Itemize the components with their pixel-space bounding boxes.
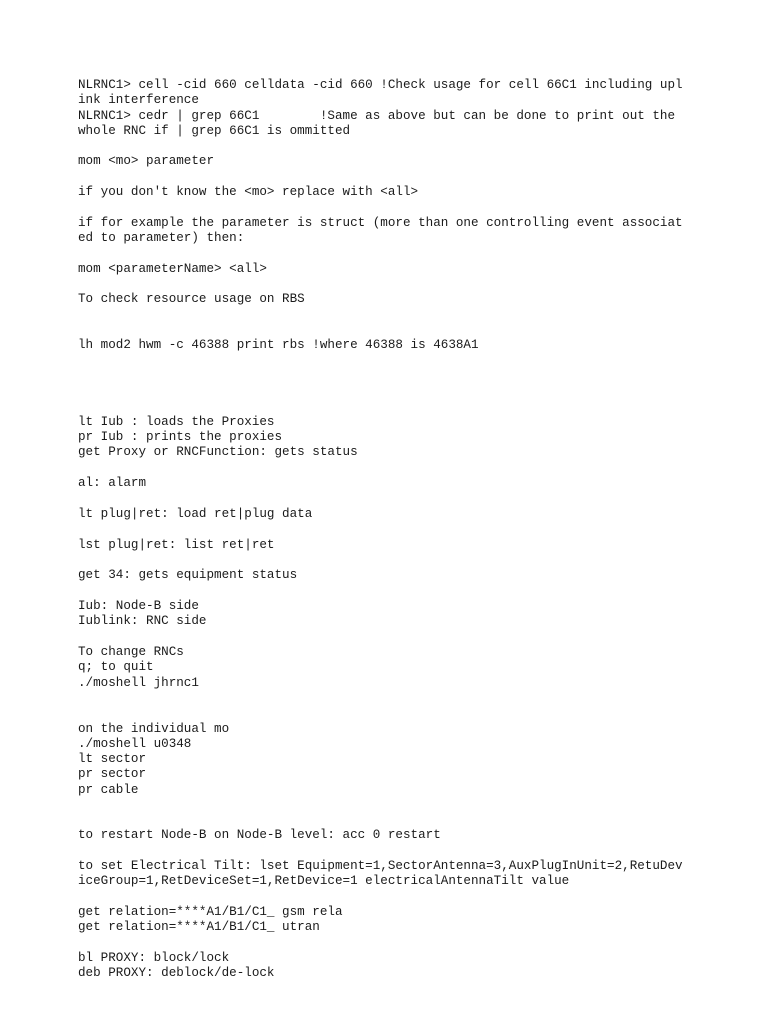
text-line: lh mod2 hwm -c 46388 print rbs !where 46388 is 4638A1: [78, 338, 479, 352]
text-line: bl PROXY: block/lock: [78, 951, 230, 965]
text-line: NLRNC1> cell -cid 660 celldata -cid 660 !Check usage for cell 66C1 including upl: [78, 78, 683, 92]
text-line: get relation=****A1/B1/C1_ gsm rela: [78, 905, 343, 919]
text-line: mom <parameterName> <all>: [78, 262, 267, 276]
text-line: to restart Node-B on Node-B level: acc 0 restart: [78, 828, 441, 842]
text-line: q; to quit: [78, 660, 154, 674]
text-line: Iub: Node-B side: [78, 599, 199, 613]
text-line: lt plug|ret: load ret|plug data: [78, 507, 313, 521]
text-line: NLRNC1> cedr | grep 66C1 !Same as above but can be done to print out the: [78, 109, 676, 123]
text-line: ed to parameter) then:: [78, 231, 245, 245]
text-line: ./moshell u0348: [78, 737, 192, 751]
text-line: iceGroup=1,RetDeviceSet=1,RetDevice=1 electricalAntennaTilt value: [78, 874, 570, 888]
text-line: al: alarm: [78, 476, 147, 490]
text-line: lt Iub : loads the Proxies: [78, 415, 275, 429]
text-line: pr sector: [78, 767, 147, 781]
text-line: To change RNCs: [78, 645, 184, 659]
text-line: to set Electrical Tilt: lset Equipment=1,SectorAntenna=3,AuxPlugInUnit=2,RetuDev: [78, 859, 683, 873]
text-line: if for example the parameter is struct (more than one controlling event associat: [78, 216, 683, 230]
text-line: on the individual mo: [78, 722, 230, 736]
text-line: ./moshell jhrnc1: [78, 676, 199, 690]
text-line: Iublink: RNC side: [78, 614, 207, 628]
text-line: get relation=****A1/B1/C1_ utran: [78, 920, 320, 934]
text-line: To check resource usage on RBS: [78, 292, 305, 306]
text-line: ink interference: [78, 93, 199, 107]
text-line: deb PROXY: deblock/de-lock: [78, 966, 275, 980]
text-line: get Proxy or RNCFunction: gets status: [78, 445, 358, 459]
text-line: get 34: gets equipment status: [78, 568, 298, 582]
text-line: pr cable: [78, 783, 139, 797]
text-line: mom <mo> parameter: [78, 154, 215, 168]
text-line: lt sector: [78, 752, 147, 766]
text-line: pr Iub : prints the proxies: [78, 430, 283, 444]
text-line: lst plug|ret: list ret|ret: [78, 538, 275, 552]
text-line: if you don't know the <mo> replace with <all>: [78, 185, 419, 199]
text-line: whole RNC if | grep 66C1 is ommitted: [78, 124, 351, 138]
